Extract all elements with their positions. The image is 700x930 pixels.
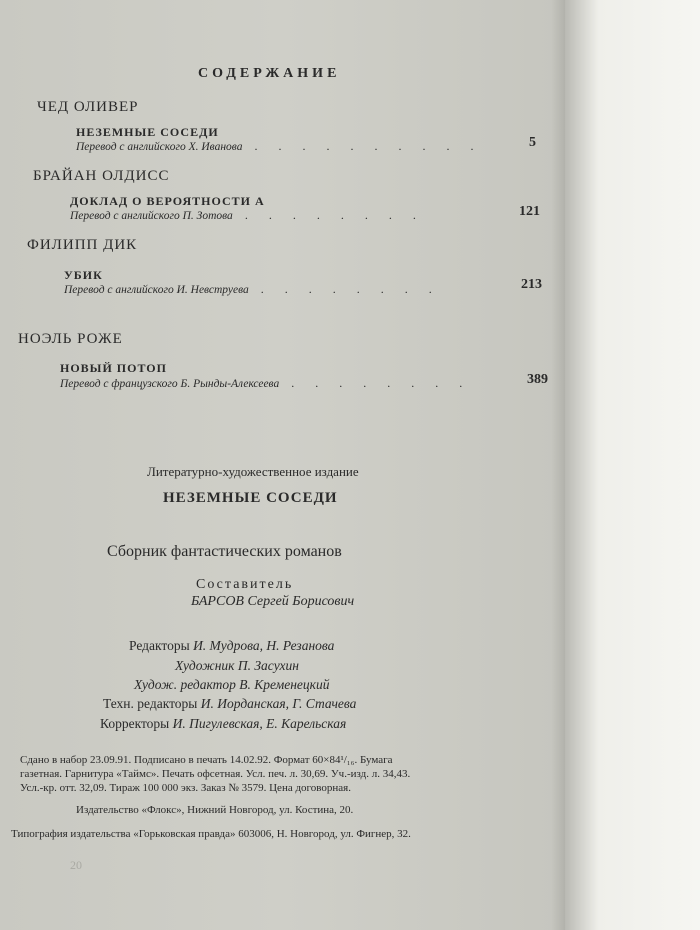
toc-translator-1: Перевод с английского Х. Иванова . . . . . . . . . . bbox=[76, 139, 483, 153]
book-title: НЕЗЕМНЫЕ СОСЕДИ bbox=[163, 490, 338, 506]
adjacent-page bbox=[565, 0, 700, 930]
publisher-line: Издательство «Флокс», Нижний Новгород, ул. Костина, 20. bbox=[76, 804, 354, 816]
toc-page-1: 5 bbox=[529, 135, 536, 150]
toc-translator-4: Перевод с французского Б. Рынды-Алексеева . . . . . . . . bbox=[60, 376, 472, 390]
toc-page-2: 121 bbox=[519, 204, 540, 219]
credit-proofreaders: Корректоры И. Пигулевская, Е. Карельская bbox=[100, 716, 347, 731]
credit-art-editor: Худож. редактор В. Кременецкий bbox=[134, 677, 330, 692]
toc-title-3: УБИК bbox=[64, 268, 103, 282]
edition-type: Литературно-художественное издание bbox=[147, 464, 359, 479]
printer-line: Типография издательства «Горьковская правда» 603006, Н. Новгород, ул. Фигнер, 32. bbox=[11, 828, 411, 840]
print-details-line-1: Сдано в набор 23.09.91. Подписано в печать 14.02.92. Формат 60×84¹/₁₆. Бумага bbox=[20, 754, 393, 766]
toc-page-4: 389 bbox=[527, 372, 548, 387]
faint-mark: 20 bbox=[70, 858, 82, 872]
compiler-label: Составитель bbox=[196, 577, 294, 592]
book-subtitle: Сборник фантастических романов bbox=[107, 543, 342, 560]
print-details-line-3: Усл.-кр. отт. 32,09. Тираж 100 000 экз. Заказ № 3579. Цена договорная. bbox=[20, 782, 351, 794]
toc-author-2: БРАЙАН ОЛДИСС bbox=[33, 168, 170, 184]
credit-tech-editors: Техн. редакторы И. Иорданская, Г. Стачева bbox=[103, 696, 357, 711]
credit-artist: Художник П. Засухин bbox=[175, 658, 299, 673]
toc-title-4: НОВЫЙ ПОТОП bbox=[60, 361, 167, 375]
toc-translator-2: Перевод с английского П. Зотова . . . . . . . . bbox=[70, 208, 425, 222]
toc-title-1: НЕЗЕМНЫЕ СОСЕДИ bbox=[76, 125, 219, 139]
toc-page-3: 213 bbox=[521, 277, 542, 292]
contents-heading: СОДЕРЖАНИЕ bbox=[198, 66, 341, 81]
credit-editors: Редакторы И. Мудрова, Н. Резанова bbox=[129, 638, 335, 653]
toc-title-2: ДОКЛАД О ВЕРОЯТНОСТИ А bbox=[70, 194, 265, 208]
toc-author-1: ЧЕД ОЛИВЕР bbox=[37, 99, 139, 115]
print-details-line-2: газетная. Гарнитура «Таймс». Печать офсетная. Усл. печ. л. 30,69. Уч.-изд. л. 34,43. bbox=[20, 768, 411, 780]
toc-author-4: НОЭЛЬ РОЖЕ bbox=[18, 331, 123, 347]
compiler-name: БАРСОВ Сергей Борисович bbox=[191, 594, 355, 609]
toc-translator-3: Перевод с английского И. Невструева . . . . . . . . bbox=[64, 282, 441, 296]
toc-author-3: ФИЛИПП ДИК bbox=[27, 237, 138, 253]
